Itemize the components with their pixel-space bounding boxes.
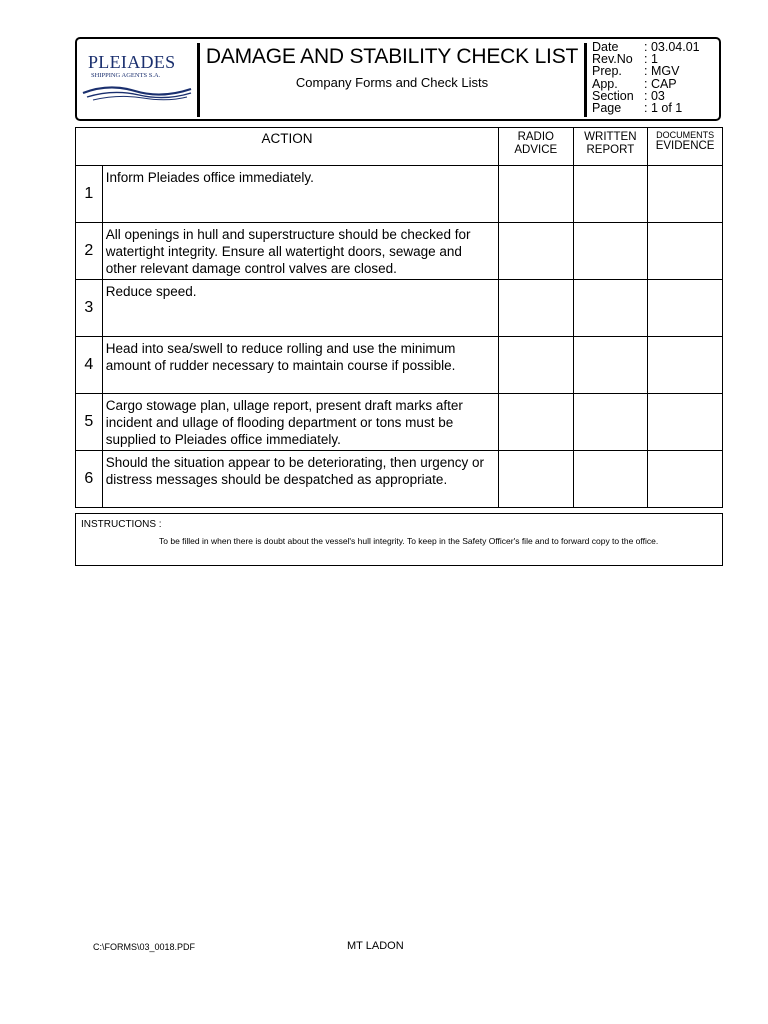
written-report-cell[interactable] xyxy=(573,394,648,451)
checklist-table xyxy=(75,127,723,508)
written-report-cell[interactable] xyxy=(573,166,648,223)
row-number: 2 xyxy=(76,223,103,280)
radio-advice-cell[interactable] xyxy=(499,394,574,451)
document-meta xyxy=(592,41,700,114)
action-text: All openings in hull and superstructure should be checked for watertight integrity. Ensure all watertight doors, sewage and other relevant damage control valves are closed. xyxy=(102,223,498,280)
column-header-written-report: WRITTEN REPORT xyxy=(573,128,648,166)
written-report-cell[interactable] xyxy=(573,223,648,280)
column-header-radio-advice: RADIO ADVICE xyxy=(499,128,574,166)
action-text: Head into sea/swell to reduce rolling and use the minimum amount of rudder necessary to maintain course if possible. xyxy=(102,337,498,394)
documents-evidence-cell[interactable] xyxy=(648,280,723,337)
logo-subtitle: SHIPPING AGENTS S.A. xyxy=(91,72,161,79)
meta-row-app: App. : CAP xyxy=(592,76,677,91)
instructions-label: INSTRUCTIONS : xyxy=(81,519,162,530)
radio-advice-cell[interactable] xyxy=(499,451,574,508)
action-text: Inform Pleiades office immediately. xyxy=(102,166,498,223)
radio-advice-cell[interactable] xyxy=(499,337,574,394)
title-block xyxy=(203,41,581,90)
documents-evidence-cell[interactable] xyxy=(648,337,723,394)
action-text: Reduce speed. xyxy=(102,280,498,337)
table-row xyxy=(76,280,723,337)
written-report-cell[interactable] xyxy=(573,451,648,508)
written-report-cell[interactable] xyxy=(573,337,648,394)
page-subtitle: Company Forms and Check Lists xyxy=(295,75,489,90)
table-row xyxy=(76,166,723,223)
action-text: Should the situation appear to be deteriorating, then urgency or distress messages should be despatched as appropriate. xyxy=(102,451,498,508)
row-number: 1 xyxy=(76,166,103,223)
table-row xyxy=(76,337,723,394)
wave-icon xyxy=(79,79,195,109)
radio-advice-cell[interactable] xyxy=(499,166,574,223)
header-divider-left xyxy=(197,43,200,117)
documents-evidence-cell[interactable] xyxy=(648,394,723,451)
instructions-box xyxy=(75,513,723,566)
written-report-cell[interactable] xyxy=(573,280,648,337)
meta-row-rev: Rev.No : 1 xyxy=(592,52,658,67)
row-number: 6 xyxy=(76,451,103,508)
footer-file-path: C:\FORMS\03_0018.PDF xyxy=(93,942,196,952)
page-title: DAMAGE AND STABILITY CHECK LIST xyxy=(205,45,579,68)
radio-advice-cell[interactable] xyxy=(499,223,574,280)
column-header-documents-evidence: DOCUMENTS EVIDENCE xyxy=(648,128,723,166)
meta-row-date: Date : 03.04.01 xyxy=(592,40,700,54)
meta-row-section: Section : 03 xyxy=(592,88,665,103)
column-header-action: ACTION xyxy=(76,128,499,166)
documents-evidence-cell[interactable] xyxy=(648,223,723,280)
company-logo xyxy=(79,45,195,115)
meta-row-prep: Prep. : MGV xyxy=(592,64,680,79)
row-number: 4 xyxy=(76,337,103,394)
documents-evidence-cell[interactable] xyxy=(648,166,723,223)
table-row xyxy=(76,223,723,280)
form-header xyxy=(75,37,721,121)
instructions-text: To be filled in when there is doubt about the vessel's hull integrity. To keep in the Safety Officer's file and to forward copy to the office. xyxy=(159,536,659,546)
table-header-row xyxy=(76,128,723,166)
header-divider-right xyxy=(584,43,587,117)
meta-row-page: Page : 1 of 1 xyxy=(592,101,683,116)
footer-vessel-name: MT LADON xyxy=(347,940,404,952)
action-text: Cargo stowage plan, ullage report, present draft marks after incident and ullage of flooding department or tons must be supplied to Pleiades office immediately. xyxy=(102,394,498,451)
table-row xyxy=(76,394,723,451)
logo-name: PLEIADES xyxy=(88,52,176,72)
row-number: 5 xyxy=(76,394,103,451)
table-row xyxy=(76,451,723,508)
row-number: 3 xyxy=(76,280,103,337)
radio-advice-cell[interactable] xyxy=(499,280,574,337)
documents-evidence-cell[interactable] xyxy=(648,451,723,508)
